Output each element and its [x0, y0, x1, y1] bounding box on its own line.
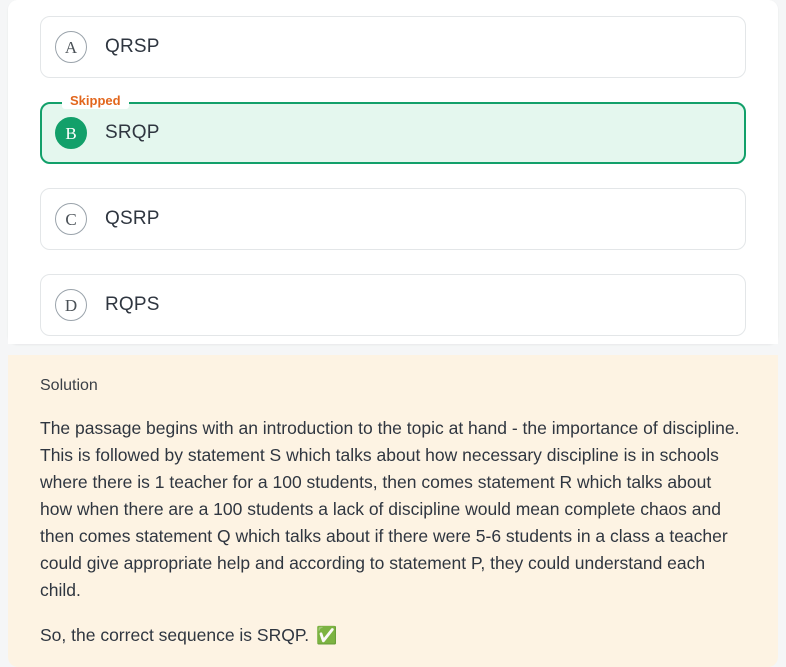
solution-panel	[8, 355, 778, 667]
solution-conclusion-text: So, the correct sequence is SRQP.	[40, 625, 310, 645]
option-letter-a: A	[55, 31, 87, 63]
options-list	[8, 0, 778, 344]
option-text-c: QSRP	[105, 208, 160, 229]
status-badge-skipped: Skipped	[62, 93, 129, 109]
option-letter-d: D	[55, 289, 87, 321]
solution-explanation: The passage begins with an introduction to the topic at hand - the importance of discipline. This is followed by statement S which talks about how necessary discipline is in schools where there is 1 teacher for a 100 students, then comes statement R which talks about how when there are a 100 students a lack of discipline would mean complete chaos and then comes statement Q which talks about if there were 5-6 students in a class a teacher could give appropriate help and according to statement P, they could understand each child.	[40, 418, 740, 600]
solution-conclusion-line	[40, 622, 746, 649]
check-mark-icon: ✅	[316, 626, 338, 645]
option-text-b: SRQP	[105, 122, 160, 143]
solution-title: Solution	[40, 377, 98, 394]
option-text-d: RQPS	[105, 294, 160, 315]
option-a[interactable]	[40, 16, 746, 78]
options-card	[8, 0, 778, 344]
option-text-a: QRSP	[105, 36, 160, 57]
option-letter-b: B	[55, 117, 87, 149]
option-b[interactable]	[40, 93, 746, 164]
option-c[interactable]	[40, 188, 746, 250]
option-d[interactable]	[40, 274, 746, 336]
option-letter-c: C	[55, 203, 87, 235]
